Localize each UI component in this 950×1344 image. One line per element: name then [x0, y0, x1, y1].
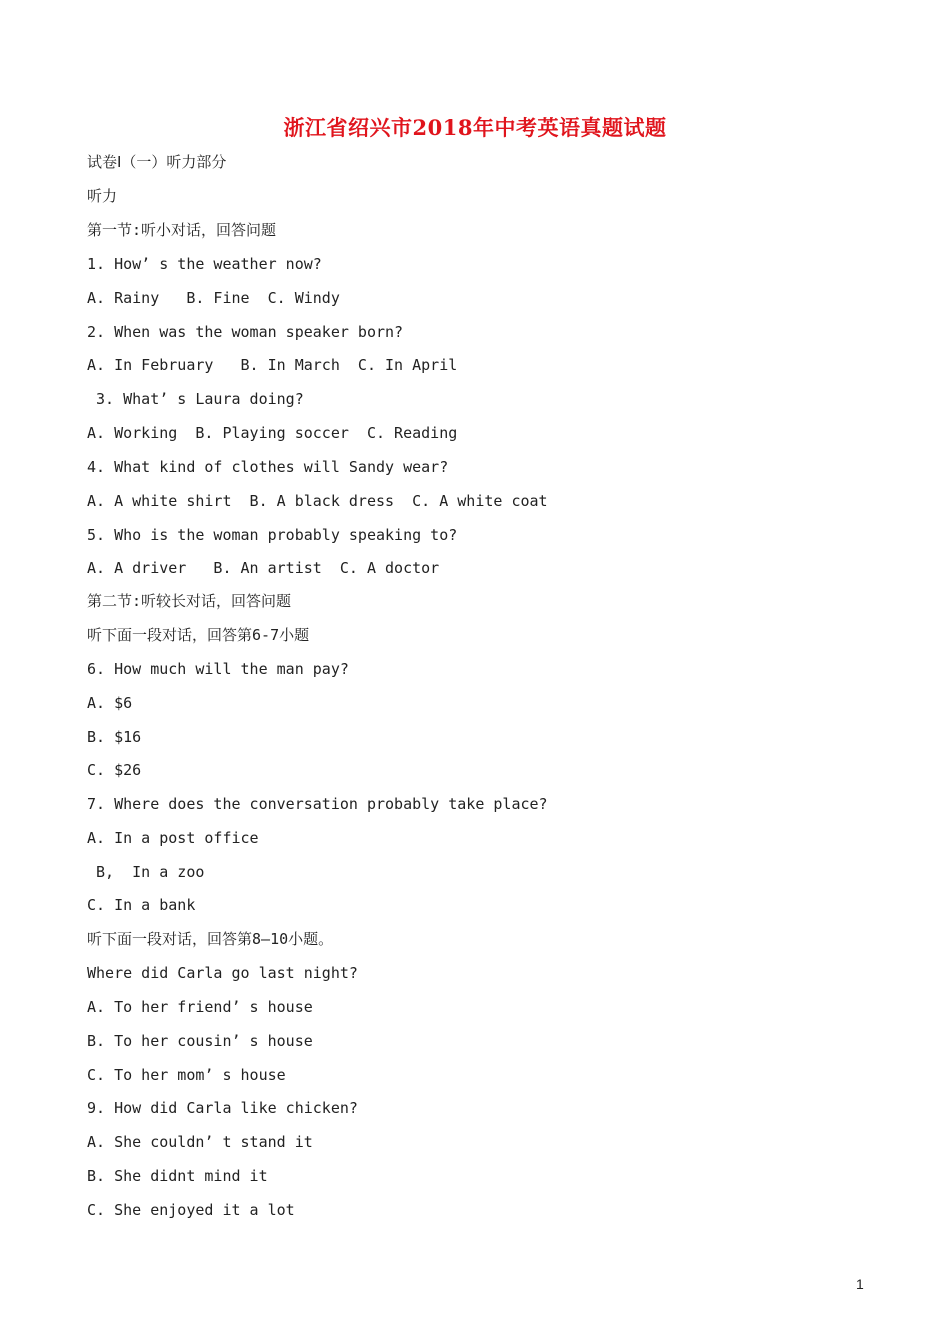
instruction-line: 听下面一段对话，回答第6-7小题 — [87, 626, 310, 644]
section-heading: 第一节:听小对话，回答问题 — [87, 221, 277, 239]
question-line: 5. Who is the woman probably speaking to? — [87, 526, 458, 544]
section-heading: 第二节:听较长对话，回答问题 — [87, 592, 292, 610]
answer-option: C. In a bank — [87, 896, 196, 914]
answer-options: A. Working B. Playing soccer C. Reading — [87, 424, 458, 442]
answer-option: C. $26 — [87, 761, 142, 779]
answer-option: C. To her mom’ s house — [87, 1066, 286, 1084]
answer-option: B, In a zoo — [87, 863, 205, 881]
question-line: 2. When was the woman speaker born? — [87, 323, 404, 341]
answer-options: A. A white shirt B. A black dress C. A white coat — [87, 492, 548, 510]
question-line: 4. What kind of clothes will Sandy wear? — [87, 458, 449, 476]
question-line: 6. How much will the man pay? — [87, 660, 349, 678]
section-heading: 试卷Ⅰ（一）听力部分 — [87, 153, 227, 171]
page-number: 1 — [856, 1276, 864, 1292]
answer-option: A. $6 — [87, 694, 133, 712]
answer-option: A. She couldn’ t stand it — [87, 1133, 313, 1151]
section-heading: 听力 — [87, 187, 118, 205]
question-line: 9. How did Carla like chicken? — [87, 1099, 358, 1117]
answer-options: A. In February B. In March C. In April — [87, 356, 458, 374]
page-title: 浙江省绍兴市2018年中考英语真题试题 — [283, 115, 667, 140]
answer-option: B. To her cousin’ s house — [87, 1032, 313, 1050]
question-line: 1. How’ s the weather now? — [87, 255, 322, 273]
answer-option: B. She didnt mind it — [87, 1167, 268, 1185]
answer-option: C. She enjoyed it a lot — [87, 1201, 295, 1219]
answer-options: A. A driver B. An artist C. A doctor — [87, 559, 440, 577]
question-line: Where did Carla go last night? — [87, 964, 358, 982]
question-line: 3. What’ s Laura doing? — [87, 390, 304, 408]
answer-option: A. To her friend’ s house — [87, 998, 313, 1016]
answer-options: A. Rainy B. Fine C. Windy — [87, 289, 340, 307]
answer-option: A. In a post office — [87, 829, 259, 847]
instruction-line: 听下面一段对话，回答第8—10小题。 — [87, 930, 334, 948]
answer-option: B. $16 — [87, 728, 142, 746]
question-line: 7. Where does the conversation probably take place? — [87, 795, 548, 813]
